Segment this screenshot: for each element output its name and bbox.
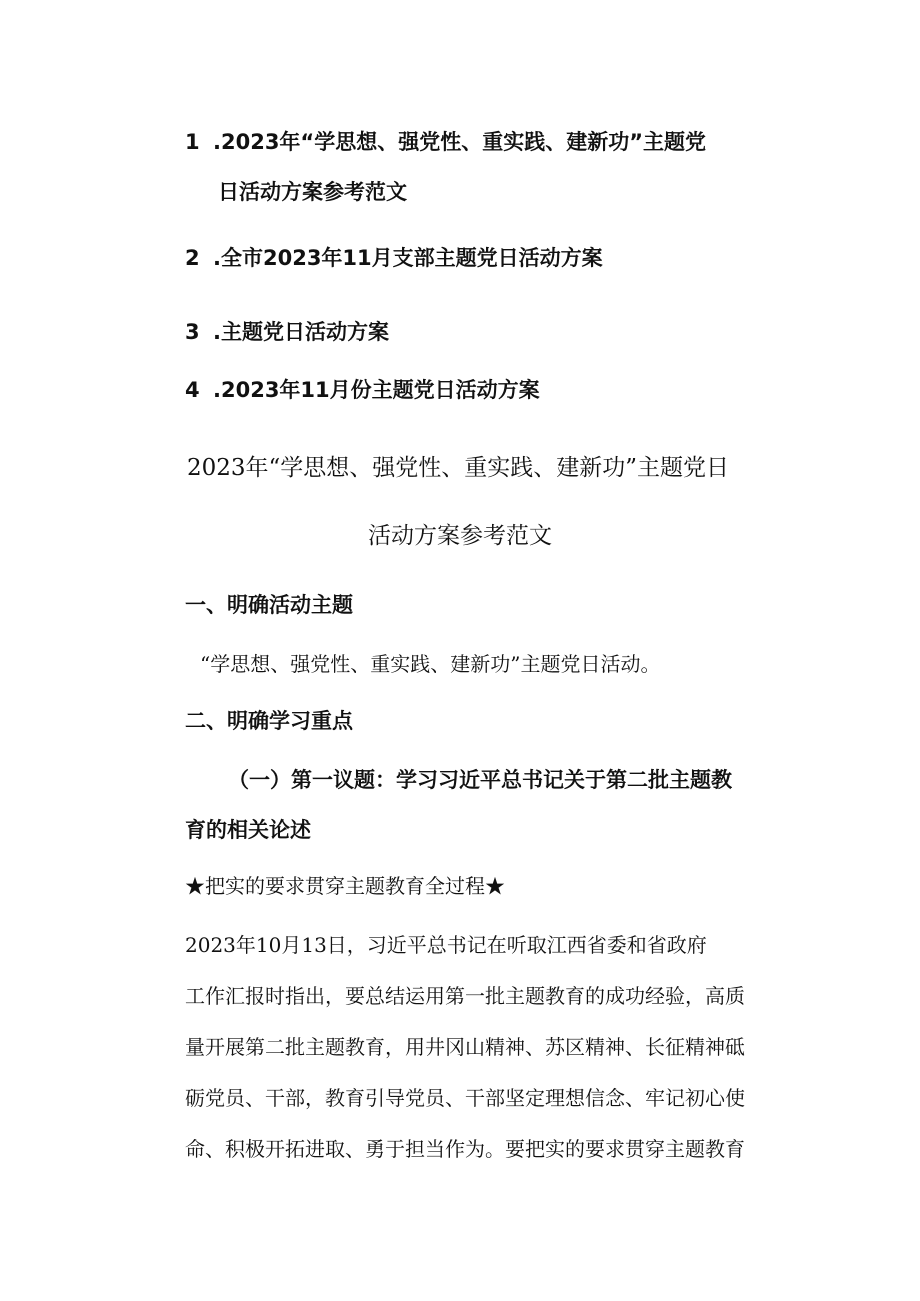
toc-item-4[interactable] <box>185 366 805 414</box>
body-line: 砺党员、干部，教育引导党员、干部坚定理想信念、牢记初心使 <box>185 1086 745 1110</box>
toc-item-number: 1 <box>185 130 200 154</box>
body-line: 命、积极开拓进取、勇于担当作为。要把实的要求贯穿主题教育 <box>185 1137 745 1161</box>
section-heading-1: 一、明确活动主题 <box>185 593 353 617</box>
document-title-line-2: 活动方案参考范文 <box>368 523 552 549</box>
body-line: 2023年10月13日，习近平总书记在听取江西省委和省政府 <box>185 933 707 957</box>
toc-item-1-continuation[interactable]: 日活动方案参考范文 <box>218 180 407 204</box>
toc-item-3[interactable] <box>185 308 805 356</box>
subheading-line-1: （一）第一议题：学习习近平总书记关于第二批主题教 <box>228 768 732 792</box>
toc-item-text: .全市2023年11月支部主题党日活动方案 <box>213 246 603 270</box>
document-title-line-1: 2023年“学思想、强党性、重实践、建新功”主题党日 <box>186 455 730 481</box>
body-line: 工作汇报时指出，要总结运用第一批主题教育的成功经验，高质 <box>185 984 745 1008</box>
toc-item-number: 3 <box>185 320 200 344</box>
toc-item-text: .2023年11月份主题党日活动方案 <box>213 378 540 402</box>
section-heading-2: 二、明确学习重点 <box>185 709 353 733</box>
toc-item-number: 4 <box>185 378 200 402</box>
toc-item-text: .2023年“学思想、强党性、重实践、建新功”主题党 <box>213 130 707 154</box>
toc-item-1[interactable] <box>185 118 805 166</box>
subheading-line-2: 育的相关论述 <box>185 818 311 842</box>
toc-item-number: 2 <box>185 246 200 270</box>
toc-item-2[interactable] <box>185 234 805 282</box>
toc-item-text: .主题党日活动方案 <box>213 320 389 344</box>
star-title: ★把实的要求贯穿主题教育全过程★ <box>185 874 505 898</box>
body-line: 量开展第二批主题教育，用井冈山精神、苏区精神、长征精神砥 <box>185 1035 745 1059</box>
section-1-text: “学思想、强党性、重实践、建新功”主题党日活动。 <box>200 652 661 676</box>
body-paragraph <box>185 920 805 1175</box>
